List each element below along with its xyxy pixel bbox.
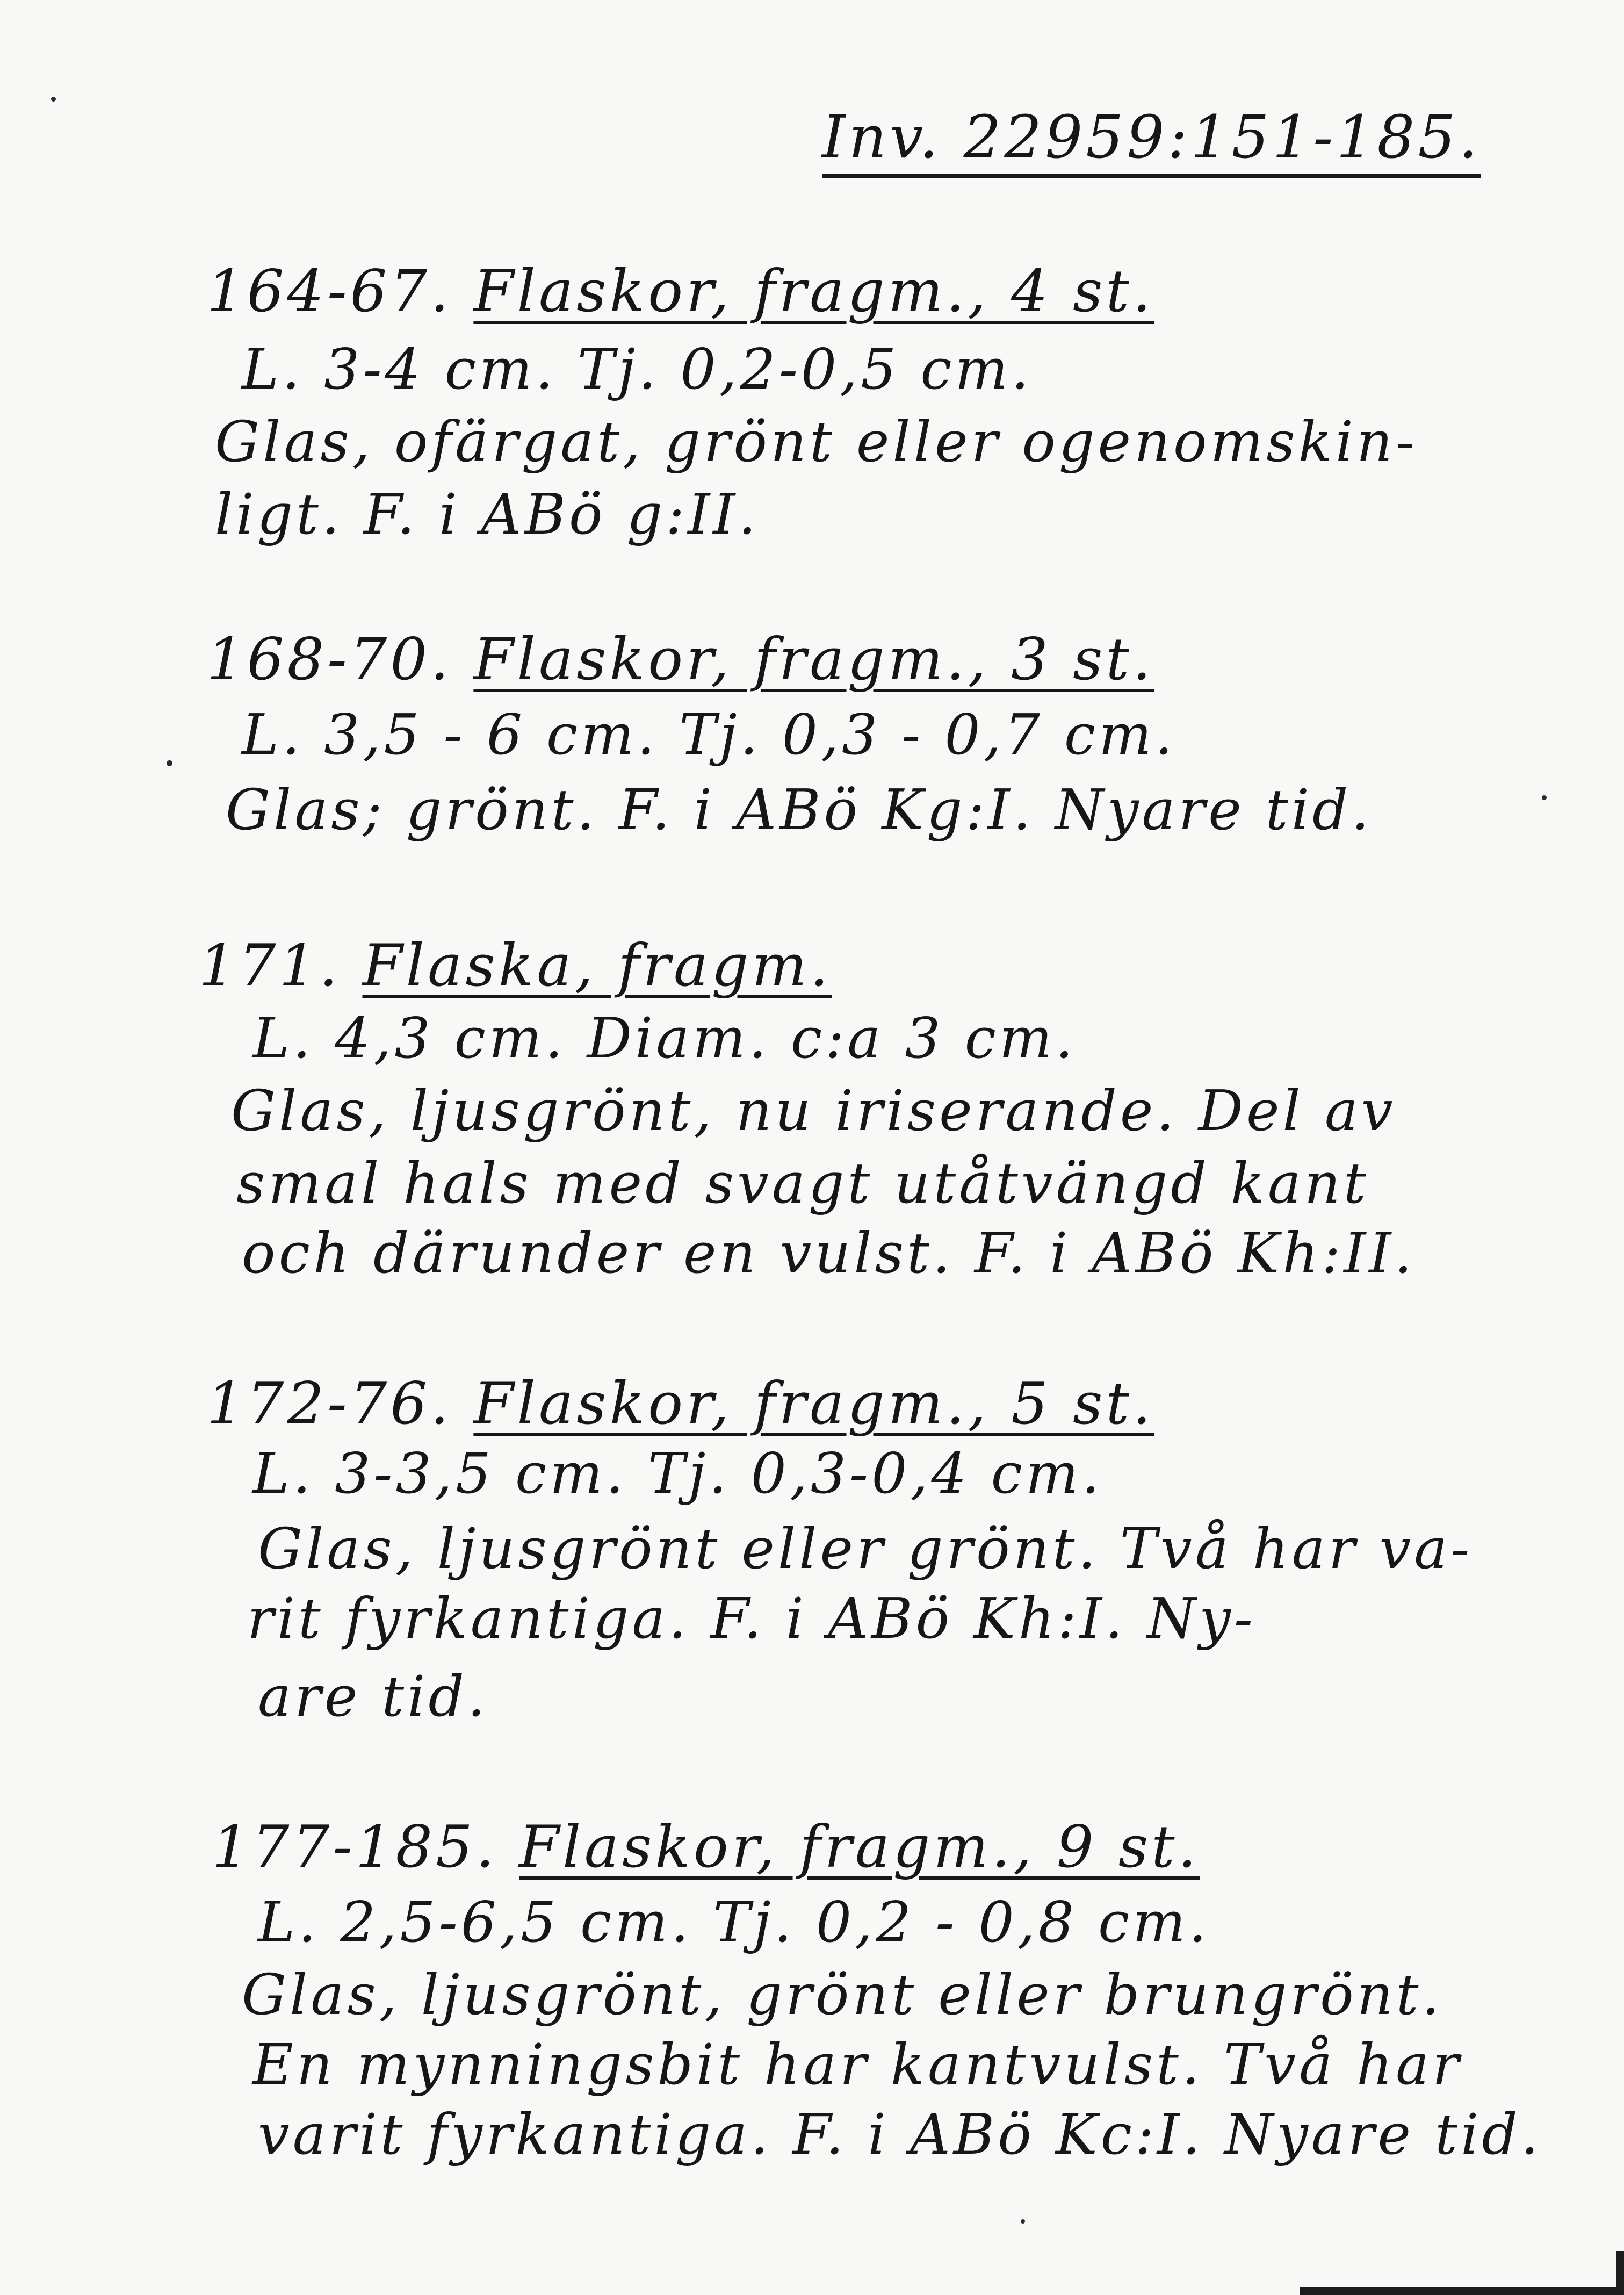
entry-number: 171. — [199, 932, 341, 999]
entry-line: Glas, ljusgrönt, grönt eller brungrönt. — [242, 1962, 1443, 2027]
entry-line: smal hals med svagt utåtvängd kant — [236, 1150, 1369, 1216]
entry-line: L. 4,3 cm. Diam. c:a 3 cm. — [252, 1005, 1077, 1071]
entry-line: Glas, ljusgrönt eller grönt. Två har va- — [258, 1516, 1473, 1581]
inventory-reference: Inv. 22959:151-185. — [822, 107, 1481, 178]
entry-title: Flaskor, fragm., 9 st. — [519, 1814, 1200, 1881]
entry-line: L. 3,5 - 6 cm. Tj. 0,3 - 0,7 cm. — [242, 702, 1176, 767]
entry-heading — [207, 258, 1154, 325]
entry-number: 172-76. — [207, 1370, 452, 1437]
entry-line: L. 3-3,5 cm. Tj. 0,3-0,4 cm. — [252, 1441, 1103, 1506]
entry-line: och därunder en vulst. F. i ABö Kh:II. — [242, 1220, 1416, 1286]
entry-line: are tid. — [258, 1664, 489, 1729]
entry-line: ligt. F. i ABö g:II. — [215, 481, 760, 547]
entry-title: Flaska, fragm. — [362, 932, 832, 999]
entry-number: 168-70. — [207, 626, 452, 693]
scan-speck — [1021, 2219, 1025, 2224]
entry-line: Glas; grönt. F. i ABö Kg:I. Nyare tid. — [226, 777, 1373, 843]
entry-line: Glas, ljusgrönt, nu iriserande. Del av — [231, 1078, 1396, 1143]
scan-speck — [51, 97, 56, 102]
scan-border-right — [1616, 2251, 1624, 2295]
scan-speck — [167, 760, 172, 766]
entry-heading — [207, 626, 1154, 693]
entry-heading — [199, 932, 832, 999]
scan-border-bottom — [1300, 2287, 1624, 2295]
entry-heading — [207, 1370, 1154, 1437]
entry-heading — [212, 1814, 1200, 1881]
entry-number: 177-185. — [212, 1814, 498, 1881]
scan-speck — [1542, 795, 1547, 800]
entry-line: Glas, ofärgat, grönt eller ogenomskin- — [215, 409, 1418, 474]
entry-title: Flaskor, fragm., 4 st. — [473, 258, 1154, 325]
entry-line: En mynningsbit har kantvulst. Två har — [252, 2032, 1462, 2097]
entry-number: 164-67. — [207, 258, 452, 325]
entry-line: L. 3-4 cm. Tj. 0,2-0,5 cm. — [242, 336, 1033, 402]
entry-line: L. 2,5-6,5 cm. Tj. 0,2 - 0,8 cm. — [258, 1889, 1210, 1955]
entry-line: rit fyrkantiga. F. i ABö Kh:I. Ny- — [247, 1586, 1256, 1651]
entry-title: Flaskor, fragm., 5 st. — [473, 1370, 1154, 1437]
entry-title: Flaskor, fragm., 3 st. — [473, 626, 1154, 693]
entry-line: varit fyrkantiga. F. i ABö Kc:I. Nyare tid. — [258, 2102, 1542, 2167]
